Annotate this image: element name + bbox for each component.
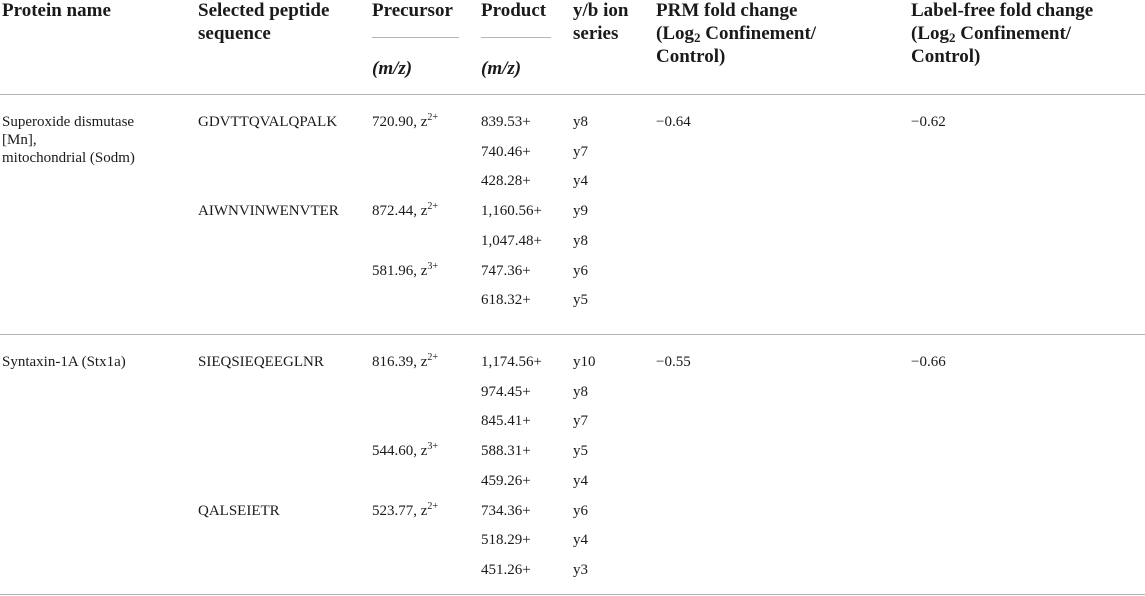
protein-name: [Mn], — [2, 132, 37, 148]
header-product: Product — [481, 0, 547, 21]
label-free-fold-change-value: −0.66 — [911, 354, 946, 370]
ion-series: y6 — [573, 263, 588, 279]
charge-state: 2+ — [427, 501, 439, 512]
precursor-value: 872.44, z — [372, 203, 428, 219]
ion-series: y5 — [573, 292, 588, 308]
label-free-fold-change-value: −0.62 — [911, 114, 946, 130]
ion-series: y4 — [573, 173, 588, 189]
peptide-sequence: QALSEIETR — [198, 503, 280, 519]
header-precursor-unit: (m/z) — [372, 58, 413, 79]
precursor-value: 816.39, z — [372, 354, 428, 370]
group-separator-rule — [0, 334, 1145, 335]
product-subheader-rule — [481, 37, 551, 38]
peptide-sequence: GDVTTQVALQPALK — [198, 114, 338, 130]
charge-state: 3+ — [427, 261, 439, 272]
precursor-value: 523.77, z — [372, 503, 428, 519]
precursor-mz — [372, 353, 438, 371]
protein-name: Syntaxin-1A (Stx1a) — [2, 354, 126, 370]
product-mz: 1,174.56+ — [481, 354, 542, 370]
ion-series: y10 — [573, 354, 596, 370]
product-mz: 747.36+ — [481, 263, 531, 279]
precursor-value: 720.90, z — [372, 114, 428, 130]
ion-series: y8 — [573, 114, 588, 130]
protein-name: mitochondrial (Sodm) — [2, 150, 135, 166]
precursor-value: 581.96, z — [372, 263, 428, 279]
ion-series: y7 — [573, 144, 588, 160]
header-ion-series: y/b ion series — [573, 0, 629, 44]
charge-state: 3+ — [427, 441, 439, 452]
product-mz: 428.28+ — [481, 173, 531, 189]
product-mz: 459.26+ — [481, 473, 531, 489]
precursor-mz — [372, 262, 438, 280]
header-selected-peptide: Selected peptide sequence — [198, 0, 330, 44]
precursor-value: 544.60, z — [372, 443, 428, 459]
precursor-mz — [372, 202, 438, 220]
charge-state: 2+ — [427, 352, 439, 363]
product-mz: 618.32+ — [481, 292, 531, 308]
product-mz: 740.46+ — [481, 144, 531, 160]
precursor-mz — [372, 113, 438, 131]
ion-series: y8 — [573, 233, 588, 249]
product-mz: 839.53+ — [481, 114, 531, 130]
product-mz: 1,160.56+ — [481, 203, 542, 219]
product-mz: 845.41+ — [481, 413, 531, 429]
prm-fold-change-value: −0.55 — [656, 354, 691, 370]
header-label-free-fold-change: Label-free fold change (Log$_2$ Confinement/ Control) — [911, 0, 1094, 67]
product-mz: 588.31+ — [481, 443, 531, 459]
ion-series: y7 — [573, 413, 588, 429]
ion-series: y8 — [573, 384, 588, 400]
prm-fold-change-value: −0.64 — [656, 114, 691, 130]
product-mz: 974.45+ — [481, 384, 531, 400]
header-bottom-rule — [0, 94, 1145, 95]
header-precursor: Precursor — [372, 0, 453, 21]
product-mz: 1,047.48+ — [481, 233, 542, 249]
peptide-sequence: SIEQSIEQEEGLNR — [198, 354, 324, 370]
precursor-subheader-rule — [372, 37, 459, 38]
charge-state: 2+ — [427, 112, 439, 123]
ion-series: y3 — [573, 562, 588, 578]
peptide-sequence: AIWNVINWENVTER — [198, 203, 339, 219]
product-mz: 734.36+ — [481, 503, 531, 519]
product-mz: 451.26+ — [481, 562, 531, 578]
header-prm-fold-change: PRM fold change (Log$_2$ Confinement/ Control) — [656, 0, 817, 67]
ion-series: y5 — [573, 443, 588, 459]
header-product-unit: (m/z) — [481, 58, 522, 79]
table-bottom-rule — [0, 594, 1145, 595]
ion-series: y4 — [573, 532, 588, 548]
protein-name: Superoxide dismutase — [2, 114, 135, 130]
precursor-mz — [372, 502, 438, 520]
ion-series: y6 — [573, 503, 588, 519]
product-mz: 518.29+ — [481, 532, 531, 548]
ion-series: y4 — [573, 473, 588, 489]
charge-state: 2+ — [427, 201, 439, 212]
precursor-mz — [372, 442, 438, 460]
ion-series: y9 — [573, 203, 588, 219]
header-protein-name: Protein name — [2, 0, 111, 21]
